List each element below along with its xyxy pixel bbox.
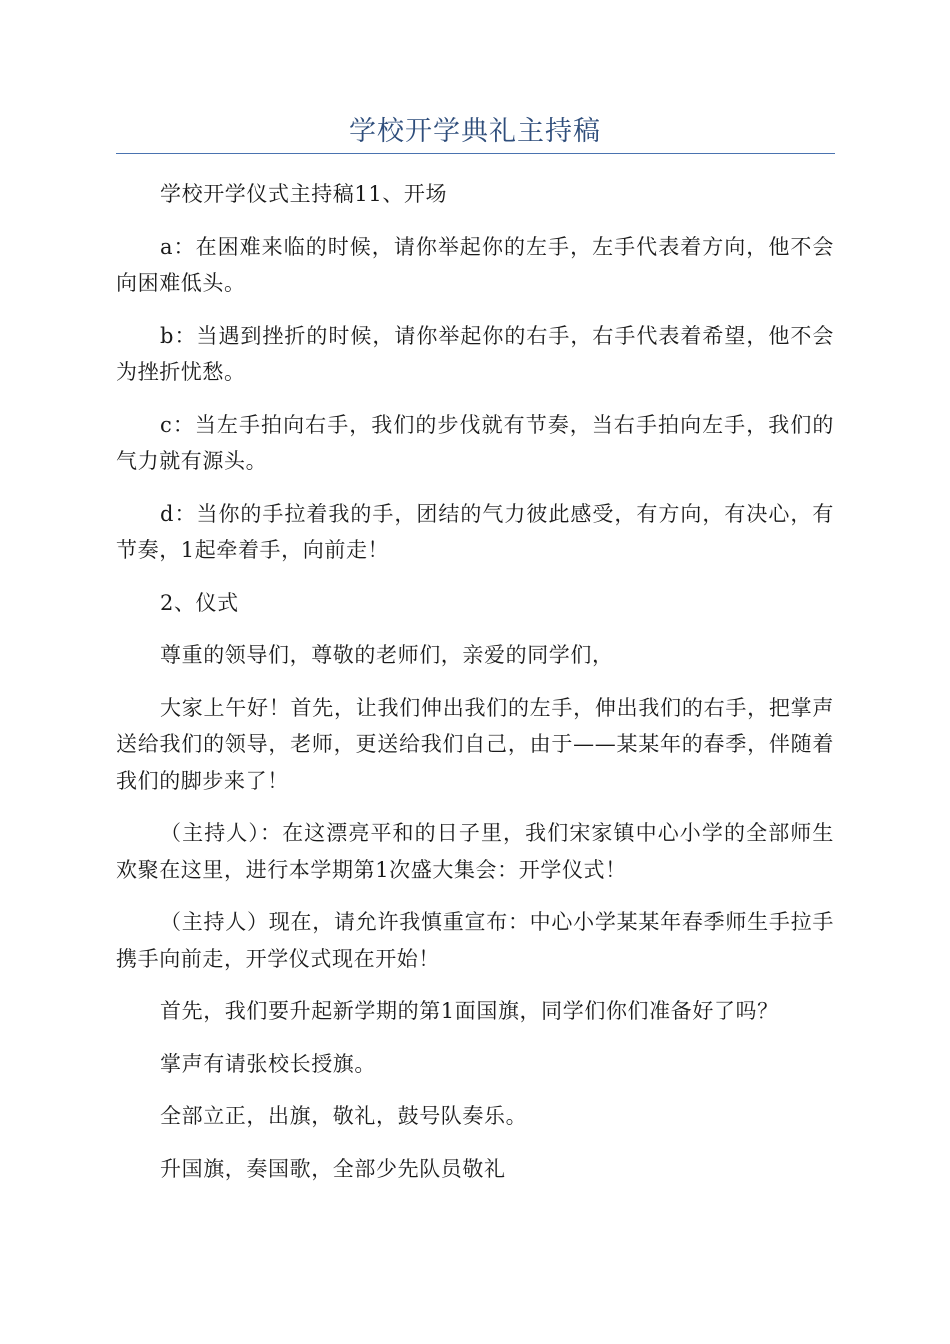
paragraph-opening-heading: 学校开学仪式主持稿11、开场 xyxy=(160,182,448,206)
paragraph-greeting: 尊重的领导们，尊敬的老师们，亲爱的同学们， xyxy=(160,643,614,667)
paragraph-anthem: 升国旗，奏国歌，全部少先队员敬礼 xyxy=(160,1156,506,1181)
paragraph-host-2: （主持人）现在，请允许我慎重宣布：中心小学某某年春季师生手拉手携手向前走，开学仪式现在开始！ xyxy=(116,910,834,971)
paragraph-b: b：当遇到挫折的时候，请你举起你的右手，右手代表着希望，他不会为挫折忧愁。 xyxy=(116,323,834,384)
paragraph-d: d：当你的手拉着我的手，团结的气力彼此感受，有方向，有决心，有节奏，1起牵着手，向前走！ xyxy=(116,501,834,562)
paragraph-host-1: （主持人）：在这漂亮平和的日子里，我们宋家镇中心小学的全部师生欢聚在这里，进行本学期第1次盛大集会：开学仪式！ xyxy=(116,821,834,882)
title-underline xyxy=(116,153,835,154)
paragraph-attention: 全部立正，出旗，敬礼，鼓号队奏乐。 xyxy=(160,1104,528,1128)
paragraph-flag-raising: 首先，我们要升起新学期的第1面国旗，同学们你们准备好了吗？ xyxy=(160,999,779,1023)
document-body xyxy=(116,176,834,1203)
paragraph-c: c：当左手拍向右手，我们的步伐就有节奏，当右手拍向左手，我们的气力就有源头。 xyxy=(116,412,834,473)
document-title: 学校开学典礼主持稿 xyxy=(349,116,601,147)
paragraph-a: a：在困难来临的时候，请你举起你的左手，左手代表着方向，他不会向困难低头。 xyxy=(116,234,834,295)
paragraph-principal: 掌声有请张校长授旗。 xyxy=(160,1051,376,1076)
paragraph-ceremony-heading: 2、仪式 xyxy=(160,590,239,615)
paragraph-good-morning: 大家上午好！首先，让我们伸出我们的左手，伸出我们的右手，把掌声送给我们的领导，老师，更送给我们自己，由于——某某年的春季，伴随着我们的脚步来了！ xyxy=(116,695,834,793)
